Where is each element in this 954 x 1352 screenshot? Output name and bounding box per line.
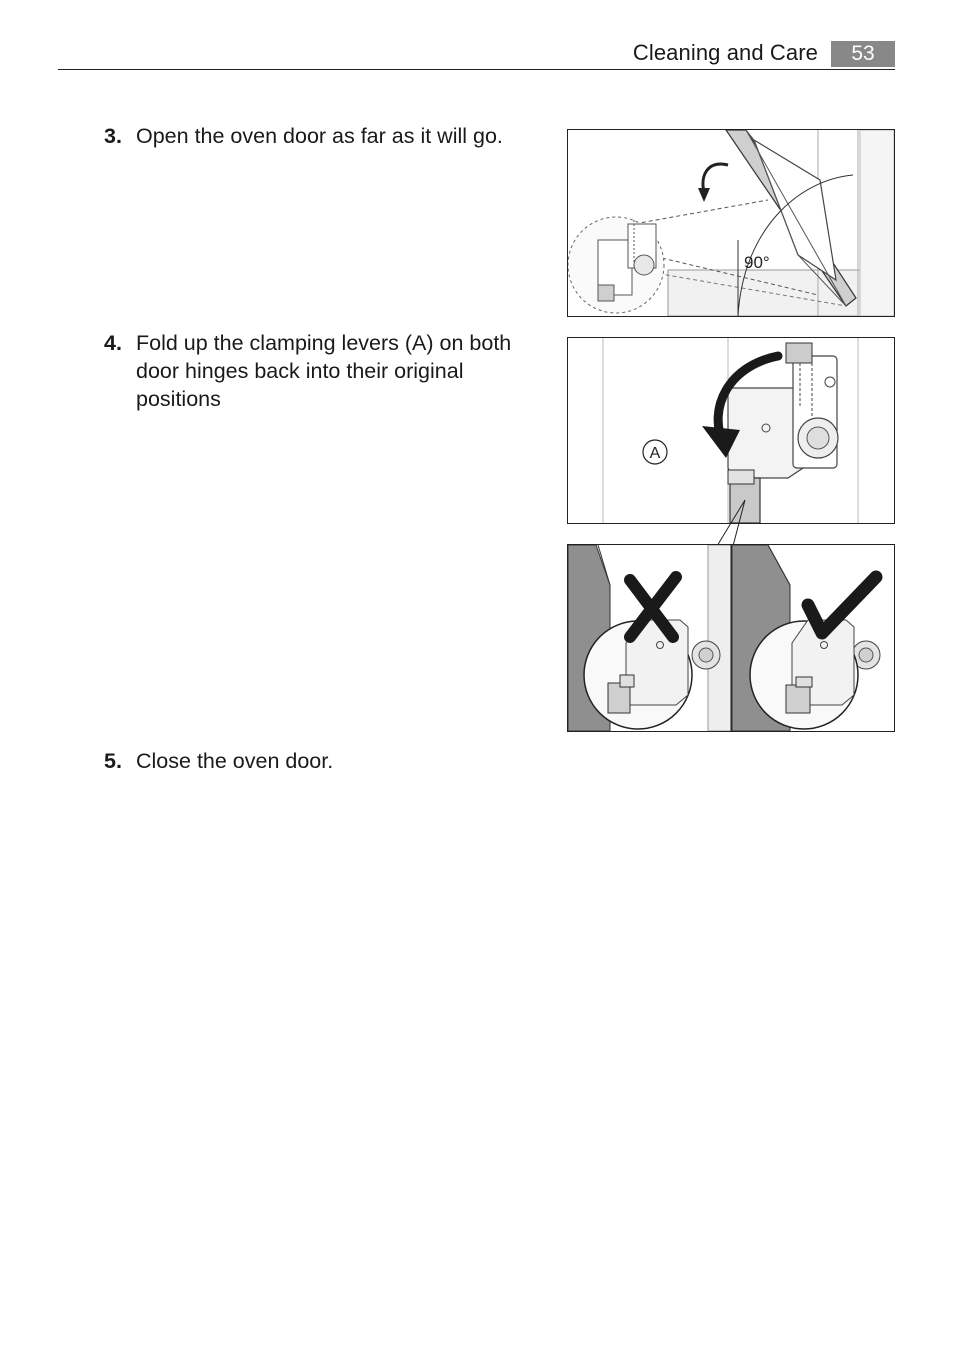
step-text: Open the oven door as far as it will go.	[136, 124, 503, 148]
lever-label-a: A	[649, 445, 661, 462]
door-angle-label: 90°	[744, 253, 770, 272]
header-divider	[58, 69, 895, 70]
step-4	[104, 329, 549, 413]
connector-lines	[700, 490, 760, 550]
page-number: 53	[831, 41, 895, 67]
wrong-position-panel	[568, 545, 731, 731]
step-number: 4.	[104, 331, 122, 355]
lever-position-comparison	[567, 544, 895, 732]
open-door-illustration	[567, 129, 895, 317]
step-number: 3.	[104, 124, 122, 148]
step-text: Close the oven door.	[136, 749, 334, 773]
lever-comparison-drawing	[568, 545, 894, 731]
step-text: Fold up the clamping levers (A) on both door hinges back into their original positions	[136, 331, 512, 411]
step-3	[104, 122, 549, 150]
step-5	[104, 747, 549, 775]
open-door-drawing	[568, 130, 894, 316]
step-number: 5.	[104, 749, 122, 773]
section-title: Cleaning and Care	[632, 40, 818, 65]
correct-position-panel	[732, 545, 894, 731]
